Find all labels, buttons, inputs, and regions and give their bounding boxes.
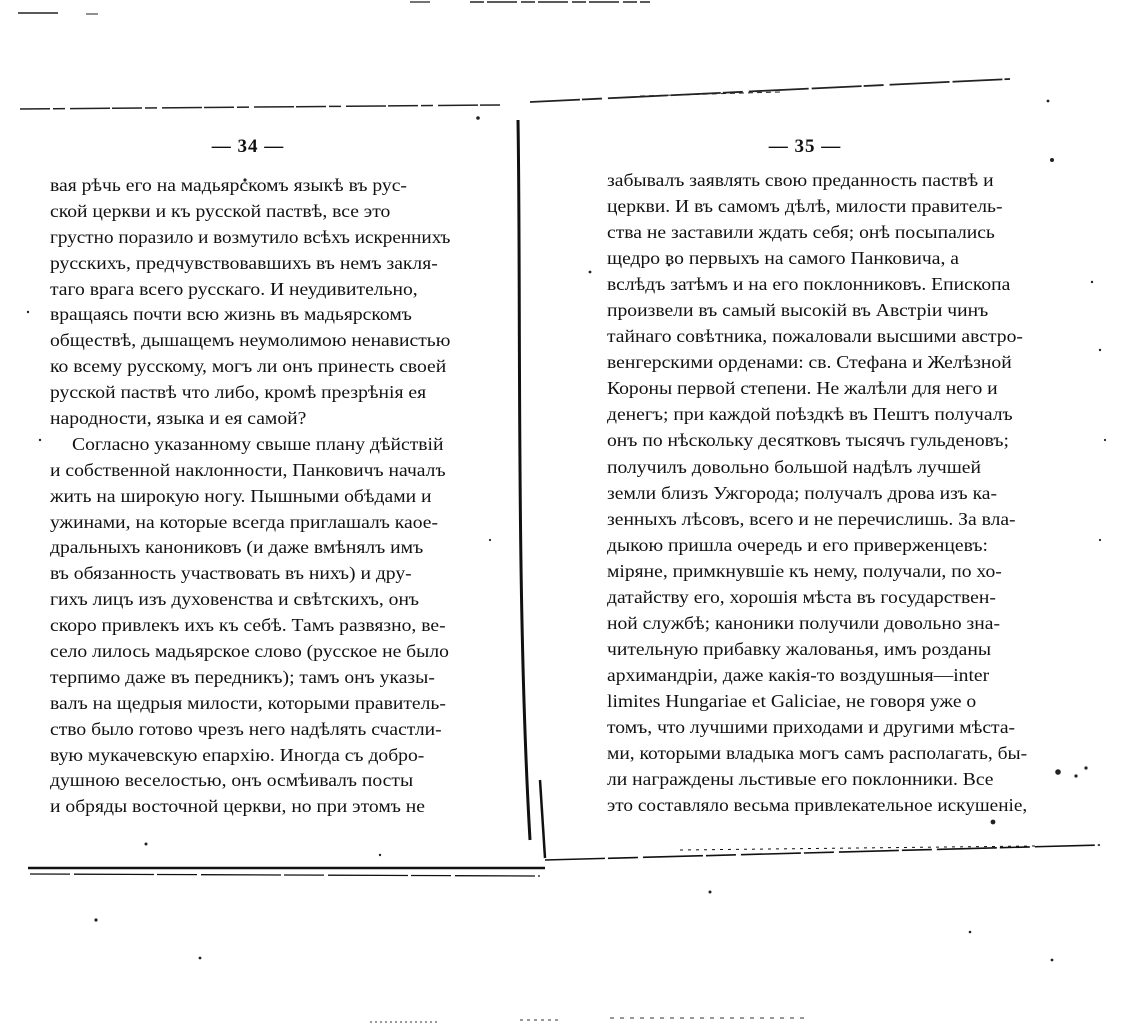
page-number-left: — 34 — — [211, 136, 285, 157]
book-spine — [518, 120, 545, 858]
left-page-text — [50, 173, 450, 820]
text-line: это составляло весьма привлекательное искушеніе, — [607, 795, 1027, 816]
text-line: щедро во первыхъ на самого Панковича, а — [607, 248, 959, 269]
text-line: зенныхъ лѣсовъ, всего и не перечислишь. За вла- — [607, 508, 1016, 529]
text-line: получилъ довольно большой надѣлъ лучшей — [607, 456, 981, 477]
text-line: міряне, примкнувшіе къ нему, получали, по хо- — [607, 560, 1002, 581]
text-line: русскихъ, предчувствовавшихъ въ немъ закля- — [50, 252, 438, 273]
text-line: датайству его, хорошія мѣста въ государствен- — [607, 586, 996, 607]
text-line: въ обязанность участвовать въ нихъ) и дру- — [50, 563, 412, 584]
bottom-scan-lines — [370, 1018, 810, 1022]
text-line: вслѣдъ затѣмъ и на его поклонниковъ. Епископа — [607, 274, 1011, 295]
text-line: скоро привлекъ ихъ къ себѣ. Тамъ развязно, ве- — [50, 615, 446, 636]
text-line: терпимо даже въ передникъ); тамъ онъ указы- — [50, 666, 435, 687]
text-line: церкви. И въ самомъ дѣлѣ, милости правитель- — [607, 196, 1003, 217]
text-line: забывалъ заявлять свою преданность паствѣ и — [607, 170, 994, 190]
text-line: дыкою пришла очередь и его приверженцевъ: — [607, 534, 988, 555]
text-line: ли награждены льстивые его поклонники. Все — [607, 769, 994, 790]
text-line: русской паствѣ что либо, кромѣ презрѣнія ея — [50, 382, 427, 403]
text-line: тайнаго совѣтника, пожаловали высшими австро- — [607, 326, 1023, 347]
text-line: произвели въ самый высокій въ Австріи чинъ — [607, 300, 989, 321]
text-line: онъ по нѣскольку десятковъ тысячъ гульденовъ; — [607, 430, 1009, 451]
text-line: вую мукачевскую епархію. Иногда съ добро- — [50, 744, 425, 765]
text-line: Согласно указанному свыше плану дѣйствій — [72, 433, 444, 454]
text-line: и обряды восточной церкви, но при этомъ не — [50, 796, 425, 817]
text-line: чительную прибавку жалованья, имъ розданы — [607, 638, 992, 659]
text-line: народности, языка и ея самой? — [50, 408, 307, 429]
text-line: вая рѣчь его на мадьярскомъ языкѣ въ рус- — [50, 175, 407, 195]
text-line: гихъ лицъ изъ духовенства и свѣтскихъ, онъ — [50, 589, 420, 610]
text-line: ко всему русскому, могъ ли онъ принесть своей — [50, 356, 447, 377]
text-line: ства не заставили ждать себя; онѣ посыпались — [607, 222, 995, 243]
top-page-edge — [20, 79, 1010, 109]
text-line: душною веселостью, онъ осмѣивалъ посты — [50, 770, 414, 791]
text-line: ной службѣ; каноники получили довольно зна- — [607, 612, 1000, 633]
text-line: ми, которыми владыка могъ самъ располагать, бы- — [607, 743, 1027, 764]
text-line: limites Hungariae et Galiciae, не говоря уже о — [607, 690, 977, 711]
text-line: таго врага всего русскаго. И неудивительно, — [50, 278, 418, 299]
text-line: грустно поразило и возмутило всѣхъ искреннихъ — [50, 226, 450, 247]
right-page-text — [607, 167, 1027, 818]
text-line: денегъ; при каждой поѣздкѣ въ Пештъ получалъ — [607, 404, 1013, 425]
text-line: валъ на щедрыя милости, которыми правитель- — [50, 692, 446, 713]
text-line: архимандріи, даже какія-то воздушныя—inter — [607, 664, 990, 685]
text-line: земли близъ Ужгорода; получалъ дрова изъ ка- — [607, 482, 998, 503]
text-line: обществѣ, дышащемъ неумолимою ненавистью — [50, 330, 450, 351]
text-line: дральныхъ канониковъ (и даже вмѣнялъ имъ — [50, 537, 424, 558]
text-line: жить на широкую ногу. Пышными обѣдами и — [50, 485, 432, 506]
text-line: и собственной наклонности, Панковичъ началъ — [50, 459, 446, 480]
text-line: вращаясь почти всю жизнь въ мадьярскомъ — [50, 304, 412, 325]
text-line: венгерскими орденами: св. Стефана и Желѣзной — [607, 352, 1012, 373]
text-line: ство было готово чрезъ него надѣлять счастли- — [50, 718, 442, 739]
text-line: томъ, что лучшими приходами и другими мѣста- — [607, 716, 1016, 737]
text-line: ужинами, на которые всегда приглашалъ каое- — [50, 511, 438, 532]
page-number-right: — 35 — — [768, 136, 842, 157]
text-line: село лилось мадьярское слово (русское не было — [50, 641, 449, 662]
top-scan-lines — [18, 2, 650, 14]
bottom-page-edge — [28, 845, 1100, 876]
text-line: ской церкви и къ русской паствѣ, все это — [50, 200, 391, 221]
text-line: Короны первой степени. Не жалѣли для него и — [607, 378, 998, 399]
